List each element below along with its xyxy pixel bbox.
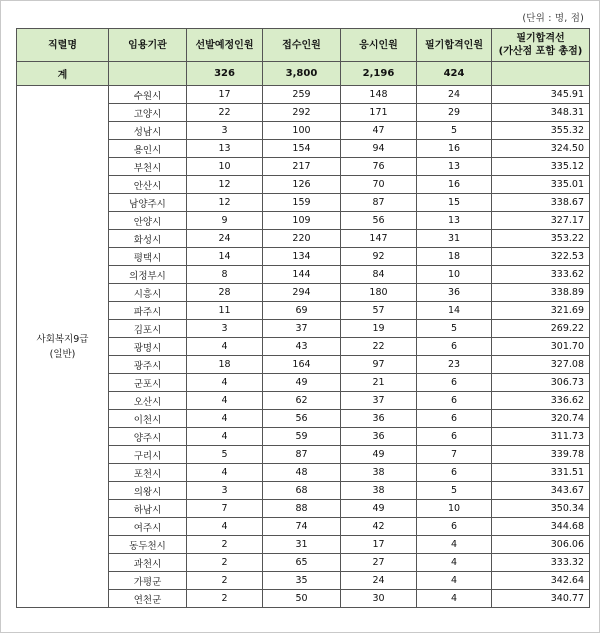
cell-agency: 가평군	[109, 572, 187, 590]
cell-planned: 28	[187, 284, 263, 302]
cell-applied: 50	[263, 590, 341, 608]
cell-cutoff: 311.73	[492, 428, 590, 446]
cell-passed: 4	[417, 572, 492, 590]
total-planned: 326	[187, 62, 263, 86]
cell-passed: 4	[417, 590, 492, 608]
cell-attended: 94	[341, 140, 417, 158]
cell-applied: 100	[263, 122, 341, 140]
cell-applied: 154	[263, 140, 341, 158]
total-cutoff	[492, 62, 590, 86]
cell-planned: 2	[187, 572, 263, 590]
cell-attended: 38	[341, 482, 417, 500]
cell-passed: 36	[417, 284, 492, 302]
cell-agency: 이천시	[109, 410, 187, 428]
cell-cutoff: 306.73	[492, 374, 590, 392]
cell-agency: 남양주시	[109, 194, 187, 212]
cell-attended: 56	[341, 212, 417, 230]
cell-planned: 4	[187, 518, 263, 536]
cell-cutoff: 321.69	[492, 302, 590, 320]
cell-agency: 의정부시	[109, 266, 187, 284]
cell-applied: 37	[263, 320, 341, 338]
cell-planned: 4	[187, 374, 263, 392]
cell-planned: 4	[187, 392, 263, 410]
cell-attended: 37	[341, 392, 417, 410]
cell-attended: 76	[341, 158, 417, 176]
cell-cutoff: 333.62	[492, 266, 590, 284]
cell-passed: 13	[417, 158, 492, 176]
cell-cutoff: 343.67	[492, 482, 590, 500]
cell-cutoff: 301.70	[492, 338, 590, 356]
cell-passed: 6	[417, 410, 492, 428]
cell-agency: 동두천시	[109, 536, 187, 554]
cell-applied: 56	[263, 410, 341, 428]
cell-cutoff: 355.32	[492, 122, 590, 140]
cell-agency: 시흥시	[109, 284, 187, 302]
cell-attended: 17	[341, 536, 417, 554]
cell-passed: 6	[417, 338, 492, 356]
cell-passed: 5	[417, 482, 492, 500]
total-attended: 2,196	[341, 62, 417, 86]
cell-attended: 47	[341, 122, 417, 140]
cell-cutoff: 345.91	[492, 86, 590, 104]
cell-agency: 안산시	[109, 176, 187, 194]
cell-planned: 4	[187, 338, 263, 356]
cell-passed: 6	[417, 374, 492, 392]
header-applied: 접수인원	[263, 29, 341, 62]
header-series: 직렬명	[17, 29, 109, 62]
cell-planned: 4	[187, 410, 263, 428]
cell-agency: 오산시	[109, 392, 187, 410]
cell-attended: 180	[341, 284, 417, 302]
cell-passed: 10	[417, 266, 492, 284]
cell-attended: 27	[341, 554, 417, 572]
cell-cutoff: 336.62	[492, 392, 590, 410]
cell-agency: 광주시	[109, 356, 187, 374]
cell-cutoff: 353.22	[492, 230, 590, 248]
cell-passed: 10	[417, 500, 492, 518]
cell-attended: 49	[341, 500, 417, 518]
cell-applied: 134	[263, 248, 341, 266]
cell-agency: 화성시	[109, 230, 187, 248]
cell-applied: 59	[263, 428, 341, 446]
cell-planned: 4	[187, 428, 263, 446]
cell-planned: 9	[187, 212, 263, 230]
cell-cutoff: 327.08	[492, 356, 590, 374]
cell-cutoff: 331.51	[492, 464, 590, 482]
cell-planned: 5	[187, 446, 263, 464]
cell-applied: 144	[263, 266, 341, 284]
cell-agency: 파주시	[109, 302, 187, 320]
cell-planned: 14	[187, 248, 263, 266]
cell-attended: 147	[341, 230, 417, 248]
cell-cutoff: 322.53	[492, 248, 590, 266]
header-passed: 필기합격인원	[417, 29, 492, 62]
cell-agency: 포천시	[109, 464, 187, 482]
cell-agency: 하남시	[109, 500, 187, 518]
cell-attended: 42	[341, 518, 417, 536]
cell-passed: 31	[417, 230, 492, 248]
cell-agency: 연천군	[109, 590, 187, 608]
series-name-cell	[17, 86, 109, 608]
cell-planned: 10	[187, 158, 263, 176]
cell-cutoff: 333.32	[492, 554, 590, 572]
cell-passed: 6	[417, 392, 492, 410]
header-row	[17, 29, 590, 62]
series-name-line2: (일반)	[49, 348, 76, 360]
cell-agency: 부천시	[109, 158, 187, 176]
cell-attended: 24	[341, 572, 417, 590]
cell-agency: 의왕시	[109, 482, 187, 500]
cell-passed: 18	[417, 248, 492, 266]
cell-passed: 6	[417, 464, 492, 482]
cell-attended: 36	[341, 428, 417, 446]
header-agency: 임용기관	[109, 29, 187, 62]
cell-attended: 36	[341, 410, 417, 428]
cell-attended: 19	[341, 320, 417, 338]
cell-attended: 30	[341, 590, 417, 608]
cell-planned: 4	[187, 464, 263, 482]
cell-passed: 4	[417, 536, 492, 554]
cell-applied: 217	[263, 158, 341, 176]
cell-cutoff: 339.78	[492, 446, 590, 464]
cell-applied: 126	[263, 176, 341, 194]
cell-attended: 92	[341, 248, 417, 266]
cell-passed: 6	[417, 428, 492, 446]
cell-cutoff: 344.68	[492, 518, 590, 536]
cell-passed: 5	[417, 320, 492, 338]
cell-planned: 12	[187, 176, 263, 194]
header-planned: 선발예정인원	[187, 29, 263, 62]
header-cutoff	[492, 29, 590, 62]
cell-applied: 74	[263, 518, 341, 536]
cell-passed: 16	[417, 140, 492, 158]
cell-cutoff: 335.01	[492, 176, 590, 194]
cell-applied: 259	[263, 86, 341, 104]
cell-applied: 68	[263, 482, 341, 500]
cell-planned: 7	[187, 500, 263, 518]
cell-passed: 16	[417, 176, 492, 194]
header-cutoff-line2: (가산점 포함 총점)	[498, 46, 583, 57]
cell-applied: 31	[263, 536, 341, 554]
cell-passed: 13	[417, 212, 492, 230]
table-row	[17, 86, 590, 104]
cell-applied: 48	[263, 464, 341, 482]
cell-planned: 3	[187, 122, 263, 140]
cell-planned: 22	[187, 104, 263, 122]
total-applied: 3,800	[263, 62, 341, 86]
cell-attended: 148	[341, 86, 417, 104]
cell-passed: 23	[417, 356, 492, 374]
cell-applied: 164	[263, 356, 341, 374]
cell-attended: 70	[341, 176, 417, 194]
cell-passed: 5	[417, 122, 492, 140]
unit-label: (단위 : 명, 점)	[522, 13, 584, 24]
cell-agency: 평택시	[109, 248, 187, 266]
cell-cutoff: 327.17	[492, 212, 590, 230]
cell-passed: 6	[417, 518, 492, 536]
cell-agency: 수원시	[109, 86, 187, 104]
results-table	[16, 28, 590, 608]
cell-attended: 22	[341, 338, 417, 356]
cell-agency: 과천시	[109, 554, 187, 572]
cell-attended: 97	[341, 356, 417, 374]
cell-planned: 12	[187, 194, 263, 212]
cell-agency: 성남시	[109, 122, 187, 140]
cell-cutoff: 269.22	[492, 320, 590, 338]
cell-agency: 군포시	[109, 374, 187, 392]
cell-agency: 광명시	[109, 338, 187, 356]
cell-applied: 220	[263, 230, 341, 248]
cell-cutoff: 342.64	[492, 572, 590, 590]
cell-planned: 3	[187, 482, 263, 500]
header-cutoff-line1: 필기합격선	[516, 33, 565, 44]
cell-attended: 38	[341, 464, 417, 482]
cell-applied: 69	[263, 302, 341, 320]
cell-cutoff: 350.34	[492, 500, 590, 518]
cell-attended: 171	[341, 104, 417, 122]
cell-agency: 안양시	[109, 212, 187, 230]
cell-attended: 84	[341, 266, 417, 284]
total-label: 계	[17, 62, 109, 86]
cell-applied: 109	[263, 212, 341, 230]
cell-applied: 49	[263, 374, 341, 392]
cell-planned: 2	[187, 554, 263, 572]
cell-attended: 21	[341, 374, 417, 392]
cell-passed: 7	[417, 446, 492, 464]
cell-applied: 35	[263, 572, 341, 590]
series-name-line1: 사회복지9급	[36, 333, 89, 345]
cell-applied: 87	[263, 446, 341, 464]
cell-planned: 3	[187, 320, 263, 338]
cell-cutoff: 306.06	[492, 536, 590, 554]
cell-passed: 15	[417, 194, 492, 212]
cell-cutoff: 335.12	[492, 158, 590, 176]
cell-cutoff: 340.77	[492, 590, 590, 608]
cell-attended: 87	[341, 194, 417, 212]
cell-applied: 294	[263, 284, 341, 302]
cell-agency: 김포시	[109, 320, 187, 338]
cell-applied: 159	[263, 194, 341, 212]
cell-planned: 8	[187, 266, 263, 284]
cell-planned: 17	[187, 86, 263, 104]
cell-planned: 2	[187, 536, 263, 554]
cell-planned: 11	[187, 302, 263, 320]
cell-agency: 여주시	[109, 518, 187, 536]
cell-cutoff: 338.67	[492, 194, 590, 212]
cell-attended: 57	[341, 302, 417, 320]
cell-agency: 구리시	[109, 446, 187, 464]
cell-applied: 88	[263, 500, 341, 518]
cell-cutoff: 348.31	[492, 104, 590, 122]
cell-agency: 양주시	[109, 428, 187, 446]
cell-passed: 4	[417, 554, 492, 572]
cell-passed: 24	[417, 86, 492, 104]
cell-applied: 292	[263, 104, 341, 122]
total-passed: 424	[417, 62, 492, 86]
cell-planned: 24	[187, 230, 263, 248]
cell-applied: 62	[263, 392, 341, 410]
cell-applied: 43	[263, 338, 341, 356]
cell-applied: 65	[263, 554, 341, 572]
cell-passed: 14	[417, 302, 492, 320]
cell-planned: 13	[187, 140, 263, 158]
total-row	[17, 62, 590, 86]
cell-passed: 29	[417, 104, 492, 122]
cell-cutoff: 338.89	[492, 284, 590, 302]
cell-cutoff: 320.74	[492, 410, 590, 428]
cell-cutoff: 324.50	[492, 140, 590, 158]
cell-agency: 고양시	[109, 104, 187, 122]
cell-agency: 용인시	[109, 140, 187, 158]
cell-attended: 49	[341, 446, 417, 464]
cell-planned: 18	[187, 356, 263, 374]
header-attended: 응시인원	[341, 29, 417, 62]
total-agency	[109, 62, 187, 86]
cell-planned: 2	[187, 590, 263, 608]
